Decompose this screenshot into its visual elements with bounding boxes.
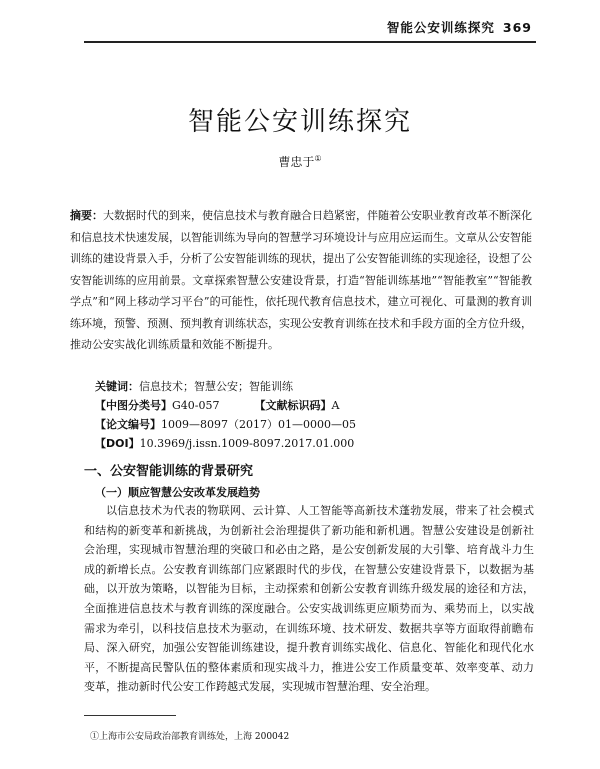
clc-label: 【中图分类号】 <box>95 399 172 412</box>
doi <box>95 435 354 451</box>
keywords-label: 关键词： <box>95 380 139 393</box>
author-footnote-mark: ① <box>314 154 322 163</box>
header-rule <box>84 41 536 43</box>
doi-label: 【DOI】 <box>95 437 140 450</box>
article-number-value: 1009—8097（2017）01—0000—05 <box>161 418 356 431</box>
keywords-text: 信息技术；智慧公安；智能训练 <box>139 380 293 393</box>
page-number: 369 <box>502 20 532 35</box>
abstract-text: 大数据时代的到来，使信息技术与教育融合日趋紧密，伴随着公安职业教育改革不断深化和信息技术快速发展，以智能训练为导向的智慧学习环境设计与应用应运而生。文章从公安智能训练的建设背景入手，分析了公安智能训练的现状，提出了公安智能训练的实现途径，设想了公安智能训练的应用前景。文章探索智慧公安建设背景，打造“智能训练基地”“智能教室”“智能教学点”和“网上移动学习平台”的可能性，依托现代教育信息技术，建立可视化、可量测的教育训练环境，预警、预测、预判教育训练状态，实现公安教育训练在技术和手段方面的全方位升级，推动公安实战化训练质量和效能不断提升。 <box>70 209 532 351</box>
journal-name: 智能公安训练探究 <box>386 20 495 35</box>
article-number-label: 【论文编号】 <box>95 418 161 431</box>
doi-value: 10.3969/j.issn.1009-8097.2017.01.000 <box>139 437 355 450</box>
footnote: ①上海市公安局政治部教育训练处，上海 200042 <box>90 732 290 742</box>
article-title: 智能公安训练探究 <box>187 107 412 137</box>
running-head <box>387 18 532 36</box>
author-line <box>0 153 600 170</box>
body-paragraph: 以信息技术为代表的物联网、云计算、人工智能等高新技术蓬勃发展，带来了社会模式和结构的新变革和新挑战，为创新社会治理提供了新功能和新机遇。智慧公安建设是创新社会治理，实现城市智慧治理的突破口和必由之路，是公安创新发展的大引擎、培育战斗力生成的新增长点。公安教育训练部门应紧跟时代的步伐，在智慧公安建设背景下，以数据为基础，以开放为策略，以智能为目标，主动探索和创新公安教育训练升级发展的途径和方法，全面推进信息技术与教育训练的深度融合。公安实战训练更应顺势而为、乘势而上，以实战需求为牵引，以科技信息技术为驱动，在训练环境、技术研发、数据共享等方面取得前瞻布局、深入研究，加强公安智能训练建设，提升教育训练实战化、信息化、智能化和现代化水平，不断提高民警队伍的整体素质和现实战斗力，推进公安工作质量变革、效率变革、动力变革，推动新时代公安工作跨越式发展，实现城市智慧治理、安全治理。 <box>84 504 534 694</box>
article-number <box>95 416 356 432</box>
subsection-heading: （一）顺应智慧公安改革发展趋势 <box>95 486 260 499</box>
author-name: 曹忠于 <box>278 155 315 169</box>
abstract <box>70 205 532 356</box>
section-heading: 一、公安智能训练的背景研究 <box>84 464 254 479</box>
footnote-rule <box>84 715 176 716</box>
doc-code-value: A <box>331 399 340 412</box>
clc-value: G40-057 <box>172 399 220 412</box>
classification <box>95 397 339 413</box>
abstract-label: 摘要： <box>70 209 103 222</box>
doc-code-label: 【文献标识码】 <box>254 399 332 412</box>
keywords <box>95 378 293 394</box>
